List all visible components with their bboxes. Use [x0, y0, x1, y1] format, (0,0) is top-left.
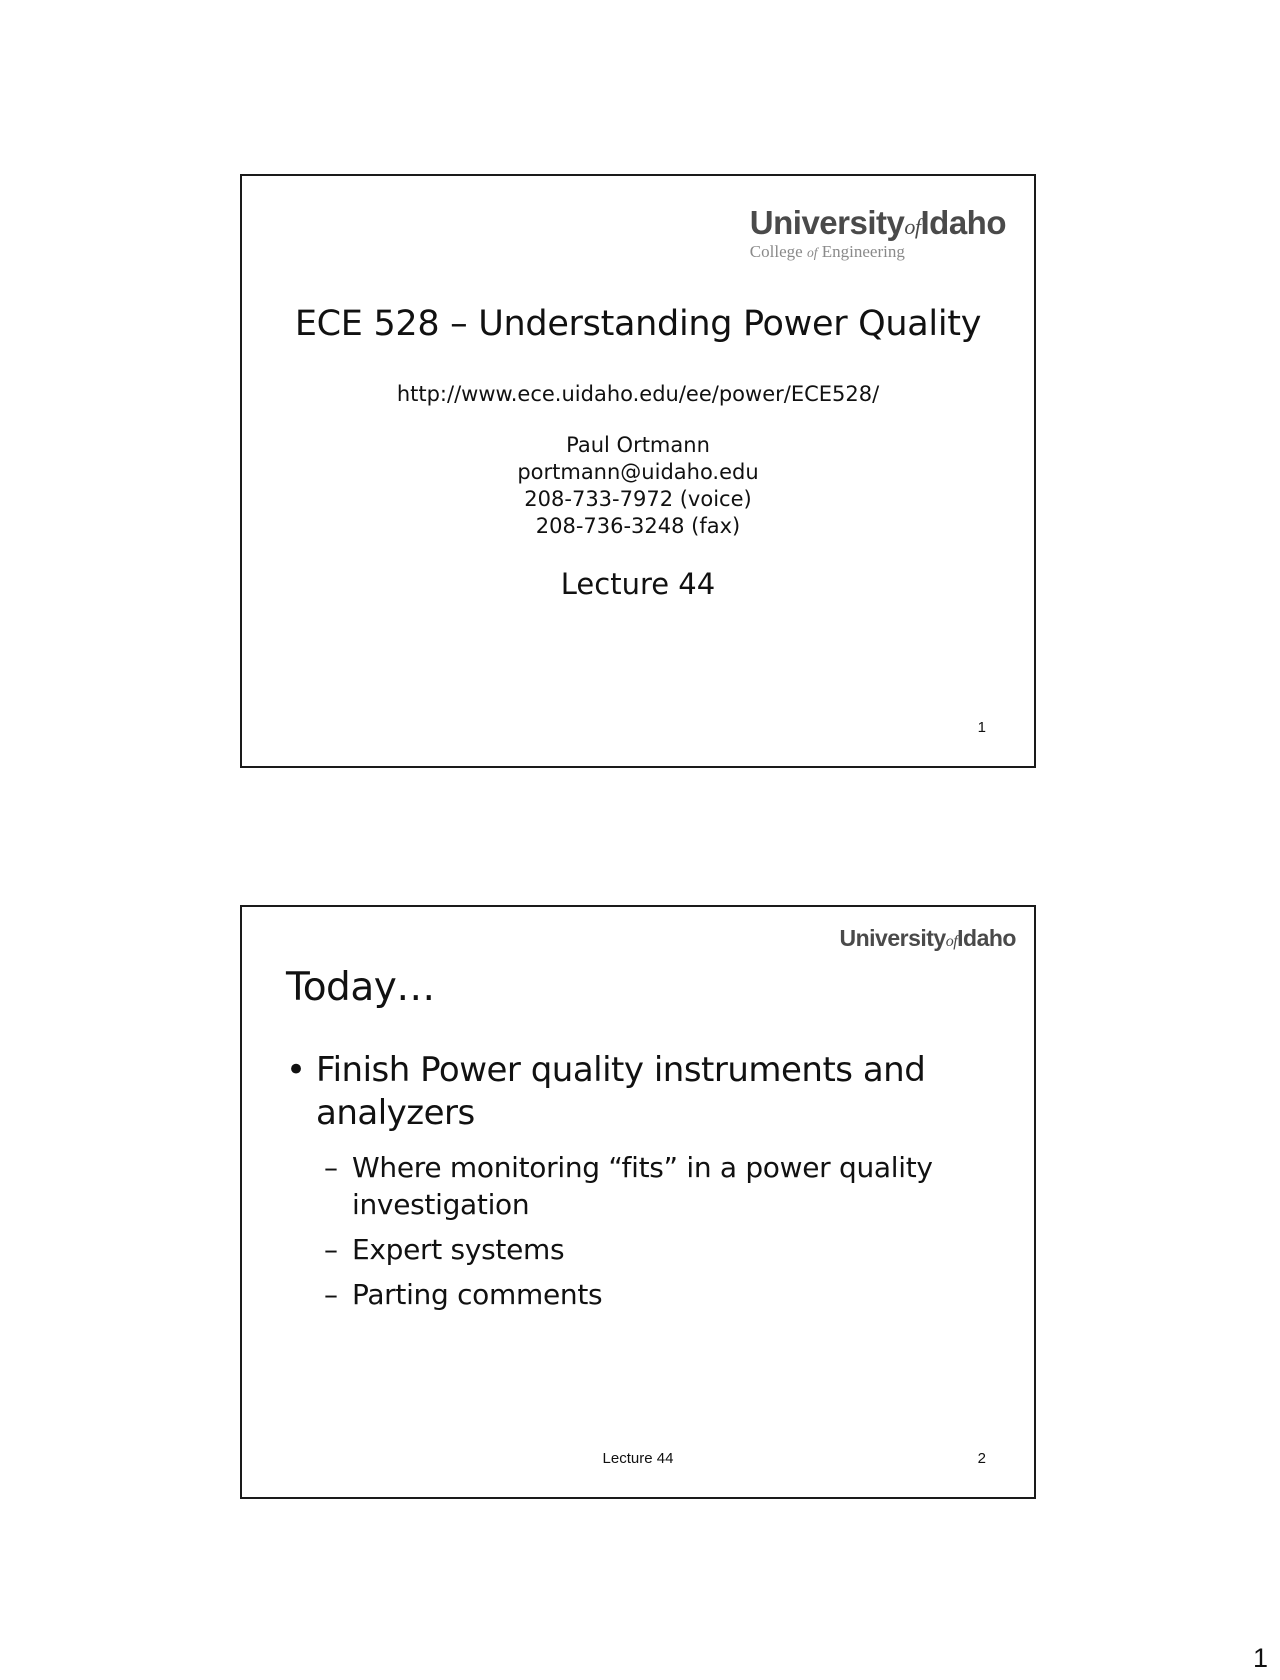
- slide-footer: Lecture 44: [602, 1450, 674, 1467]
- logo-university-text: University: [749, 204, 905, 241]
- logo-of-text: of: [904, 214, 921, 239]
- instructor-name: Paul Ortmann: [566, 433, 710, 457]
- logo-sub-of-text: of: [806, 245, 818, 260]
- list-item: [286, 1049, 976, 1135]
- university-logo: [750, 206, 1006, 260]
- university-logo: [839, 927, 1016, 950]
- subbullet-text: Where monitoring “fits” in a power quality investigation: [352, 1151, 933, 1221]
- dash-marker: –: [324, 1278, 338, 1311]
- dash-marker: –: [324, 1151, 338, 1184]
- list-item: [286, 1149, 976, 1223]
- logo-of-text: of: [945, 933, 958, 950]
- instructor-fax: 208-736-3248 (fax): [535, 514, 741, 538]
- lecture-label: Lecture 44: [560, 567, 716, 601]
- slide-1: [240, 174, 1036, 768]
- list-item: [286, 1231, 976, 1268]
- bullet-text: Finish Power quality instruments and analyzers: [316, 1050, 926, 1133]
- subbullet-text: Expert systems: [352, 1233, 565, 1266]
- logo-college-text: College: [749, 242, 803, 261]
- logo-idaho-text: Idaho: [920, 204, 1006, 241]
- logo-idaho-text: Idaho: [957, 925, 1016, 951]
- instructor-email: portmann@uidaho.edu: [517, 460, 759, 484]
- bullet-marker: •: [286, 1050, 306, 1090]
- slide-page-number: 1: [977, 719, 986, 736]
- bullet-list: [286, 1049, 976, 1313]
- slide-heading: Today…: [286, 965, 435, 1010]
- sheet-page-number: 1: [1252, 1643, 1268, 1673]
- slide-page-number: 2: [977, 1450, 986, 1467]
- dash-marker: –: [324, 1233, 338, 1266]
- course-url: http://www.ece.uidaho.edu/ee/power/ECE528/: [396, 382, 880, 406]
- logo-university-text: University: [839, 925, 946, 951]
- contact-block: [242, 432, 1034, 540]
- instructor-phone: 208-733-7972 (voice): [524, 487, 752, 511]
- logo-engineering-text: Engineering: [821, 242, 905, 261]
- slide-2: [240, 905, 1036, 1499]
- list-item: [286, 1276, 976, 1313]
- subbullet-text: Parting comments: [352, 1278, 603, 1311]
- slide-title: ECE 528 – Understanding Power Quality: [294, 304, 982, 344]
